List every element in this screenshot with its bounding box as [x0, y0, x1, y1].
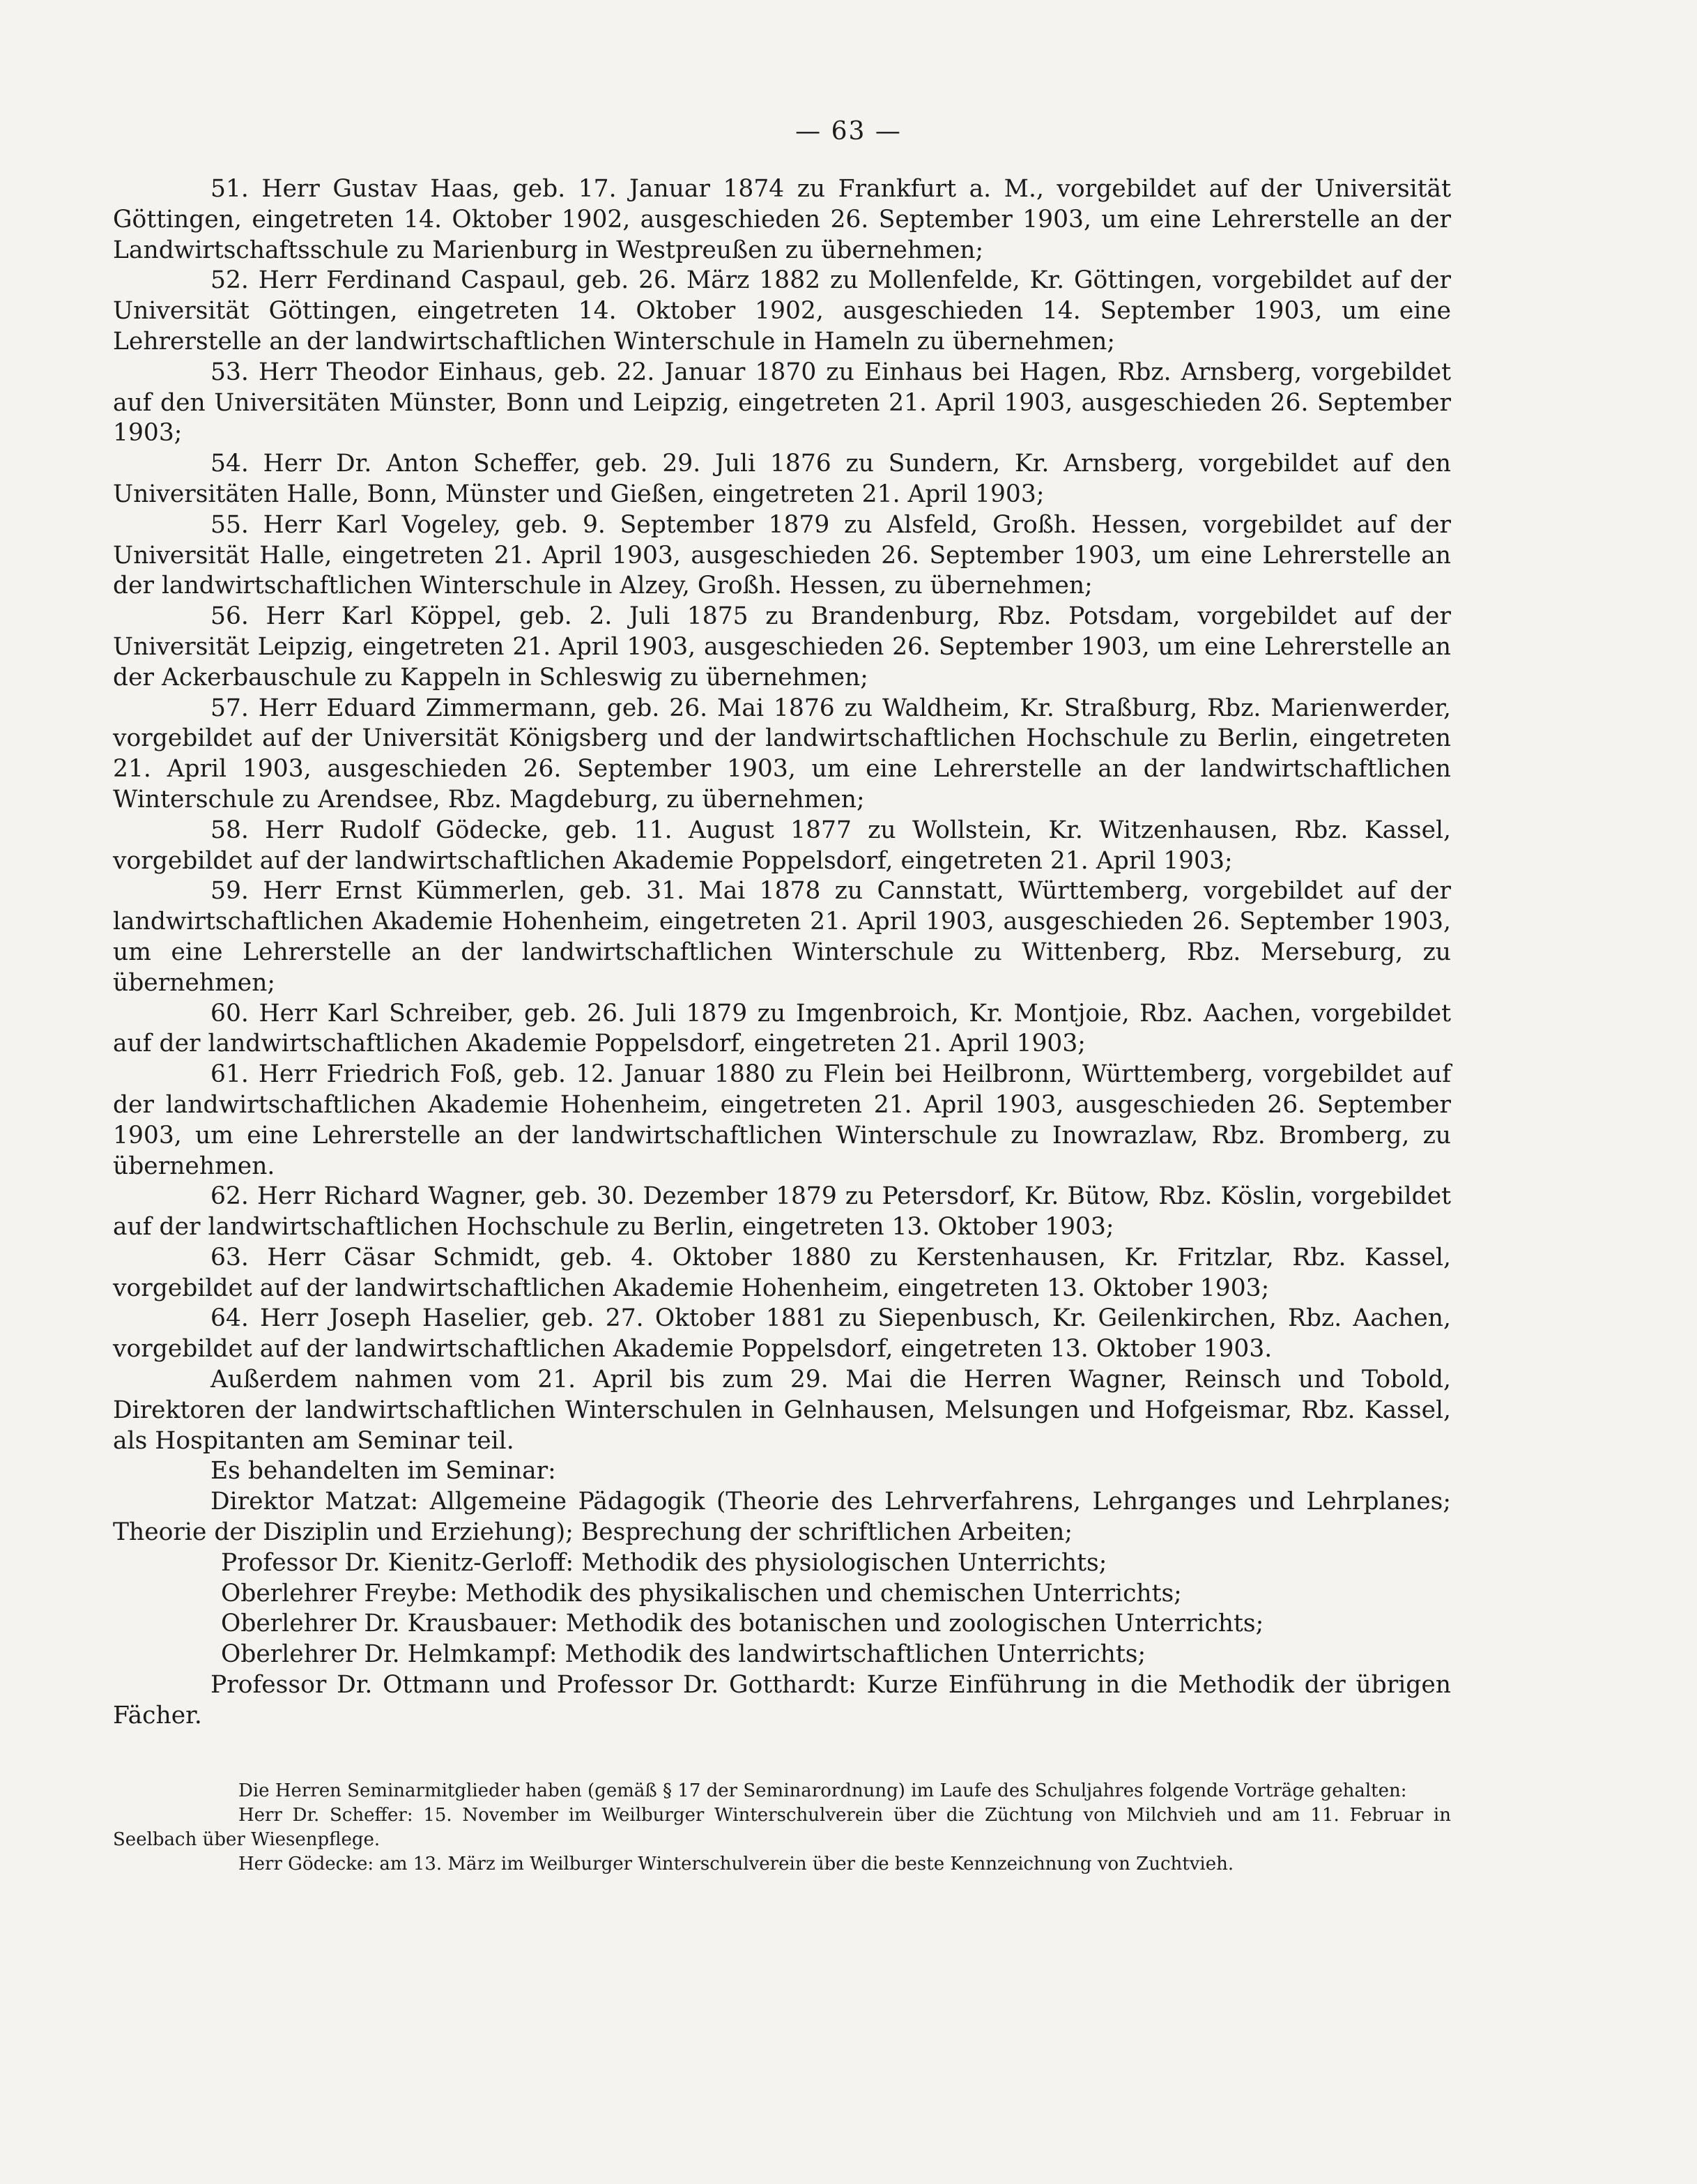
footnote-entry: Herr Gödecke: am 13. März im Weilburger Winterschulverein über die beste Kennzeichnung von Zuchtvieh.: [238, 1854, 1234, 1874]
entry-60: 60. Herr Karl Schreiber, geb. 26. Juli 1879 zu Imgenbroich, Kr. Montjoie, Rbz. Aachen, vorgebildet auf der landwirtschaftlichen Akademie Poppelsdorf, eingetreten 21. April 1903;: [113, 999, 1451, 1058]
seminar-topic: Direktor Matzat: Allgemeine Pädagogik (Theorie des Lehrverfahrens, Lehrganges und Lehrplanes; Theorie der Disziplin und Erziehung); Besprechung der schriftlichen Arbeiten;: [113, 1488, 1451, 1547]
entry-63: 63. Herr Cäsar Schmidt, geb. 4. Oktober 1880 zu Kerstenhausen, Kr. Fritzlar, Rbz. Kassel, vorgebildet auf der landwirtschaftlichen Akademie Hohenheim, eingetreten 13. Oktober 1903;: [113, 1243, 1451, 1302]
entry-64: 64. Herr Joseph Haselier, geb. 27. Oktober 1881 zu Siepenbusch, Kr. Geilenkirchen, Rbz. Aachen, vorgebildet auf der landwirtschaftlichen Akademie Poppelsdorf, eingetreten 13. Oktober 1903.: [113, 1304, 1451, 1364]
entry-59: 59. Herr Ernst Kümmerlen, geb. 31. Mai 1878 zu Cannstatt, Württemberg, vorgebildet auf der landwirtschaftlichen Akademie Hohenheim, eingetreten 21. April 1903, ausgeschieden 26. September 1903, um eine Lehrerstelle an der landwirtschaftlichen Winterschule zu Wittenberg, Rbz. Merseburg, zu übernehmen;: [113, 877, 1451, 997]
main-text: [113, 174, 1451, 1732]
entry-54: 54. Herr Dr. Anton Scheffer, geb. 29. Juli 1876 zu Sundern, Kr. Arnsberg, vorgebildet auf den Universitäten Halle, Bonn, Münster und Gießen, eingetreten 21. April 1903;: [113, 450, 1451, 508]
footnote-entry: Herr Dr. Scheffer: 15. November im Weilburger Winterschulverein über die Züchtung von Milchvieh und am 11. Februar in Seelbach über Wiesenpflege.: [113, 1805, 1451, 1850]
entry-58: 58. Herr Rudolf Gödecke, geb. 11. August 1877 zu Wollstein, Kr. Witzenhausen, Rbz. Kassel, vorgebildet auf der landwirtschaftlichen Akademie Poppelsdorf, eingetreten 21. April 1903;: [113, 816, 1451, 875]
entry-56: 56. Herr Karl Köppel, geb. 2. Juli 1875 zu Brandenburg, Rbz. Potsdam, vorgebildet auf der Universität Leipzig, eingetreten 21. April 1903, ausgeschieden 26. September 1903, um eine Lehrerstelle an der Ackerbauschule zu Kappeln in Schleswig zu übernehmen;: [113, 602, 1451, 692]
footnotes: [113, 1779, 1451, 1877]
footnote-intro: Die Herren Seminarmitglieder haben (gemäß § 17 der Seminarordnung) im Laufe des Schuljahres folgende Vorträge gehalten:: [238, 1780, 1407, 1801]
seminar-topic: Professor Dr. Ottmann und Professor Dr. Gotthardt: Kurze Einführung in die Methodik der übrigen Fächer.: [113, 1671, 1451, 1729]
seminar-topic: Professor Dr. Kienitz-Gerloff: Methodik des physiologischen Unterrichts;: [221, 1548, 1107, 1577]
hospitants-paragraph: Außerdem nahmen vom 21. April bis zum 29. Mai die Herren Wagner, Reinsch und Tobold, Direktoren der landwirtschaftlichen Winterschulen in Gelnhausen, Melsungen und Hofgeismar, Rbz. Kassel, als Hospitanten am Seminar teil.: [113, 1366, 1451, 1455]
entry-62: 62. Herr Richard Wagner, geb. 30. Dezember 1879 zu Petersdorf, Kr. Bütow, Rbz. Köslin, vorgebildet auf der landwirtschaftlichen Hochschule zu Berlin, eingetreten 13. Oktober 1903;: [113, 1182, 1451, 1242]
seminar-topic: Oberlehrer Freybe: Methodik des physikalischen und chemischen Unterrichts;: [221, 1579, 1182, 1608]
entry-61: 61. Herr Friedrich Foß, geb. 12. Januar 1880 zu Flein bei Heilbronn, Württemberg, vorgebildet auf der landwirtschaftlichen Akademie Hohenheim, eingetreten 21. April 1903, ausgeschieden 26. September 1903, um eine Lehrerstelle an der landwirtschaftlichen Winterschule zu Inowrazlaw, Rbz. Bromberg, zu übernehmen.: [113, 1060, 1451, 1180]
seminar-topic: Oberlehrer Dr. Helmkampf: Methodik des landwirtschaftlichen Unterrichts;: [221, 1640, 1146, 1669]
page-number: — 63 —: [795, 117, 902, 146]
entry-52: 52. Herr Ferdinand Caspaul, geb. 26. März 1882 zu Mollenfelde, Kr. Göttingen, vorgebildet auf der Universität Göttingen, eingetreten 14. Oktober 1902, ausgeschieden 14. September 1903, um eine Lehrerstelle an der landwirtschaftlichen Winterschule in Hameln zu übernehmen;: [113, 266, 1451, 356]
entry-51: 51. Herr Gustav Haas, geb. 17. Januar 1874 zu Frankfurt a. M., vorgebildet auf der Universität Göttingen, eingetreten 14. Oktober 1902, ausgeschieden 26. September 1903, um eine Lehrerstelle an der Landwirtschaftsschule zu Marienburg in Westpreußen zu übernehmen;: [113, 175, 1451, 264]
entry-57: 57. Herr Eduard Zimmermann, geb. 26. Mai 1876 zu Waldheim, Kr. Straßburg, Rbz. Marienwerder, vorgebildet auf der Universität Königsberg und der landwirtschaftlichen Hochschule zu Berlin, eingetreten 21. April 1903, ausgeschieden 26. September 1903, um eine Lehrerstelle an der landwirtschaftlichen Winterschule zu Arendsee, Rbz. Magdeburg, zu übernehmen;: [113, 694, 1451, 814]
seminar-topic: Oberlehrer Dr. Krausbauer: Methodik des botanischen und zoologischen Unterrichts;: [221, 1610, 1264, 1638]
entry-53: 53. Herr Theodor Einhaus, geb. 22. Januar 1870 zu Einhaus bei Hagen, Rbz. Arnsberg, vorgebildet auf den Universitäten Münster, Bonn und Leipzig, eingetreten 21. April 1903, ausgeschieden 26. September 1903;: [113, 358, 1451, 448]
seminar-intro: Es behandelten im Seminar:: [210, 1457, 556, 1486]
entry-55: 55. Herr Karl Vogeley, geb. 9. September 1879 zu Alsfeld, Großh. Hessen, vorgebildet auf der Universität Halle, eingetreten 21. April 1903, ausgeschieden 26. September 1903, um eine Lehrerstelle an der landwirtschaftlichen Winterschule in Alzey, Großh. Hessen, zu übernehmen;: [113, 510, 1451, 600]
